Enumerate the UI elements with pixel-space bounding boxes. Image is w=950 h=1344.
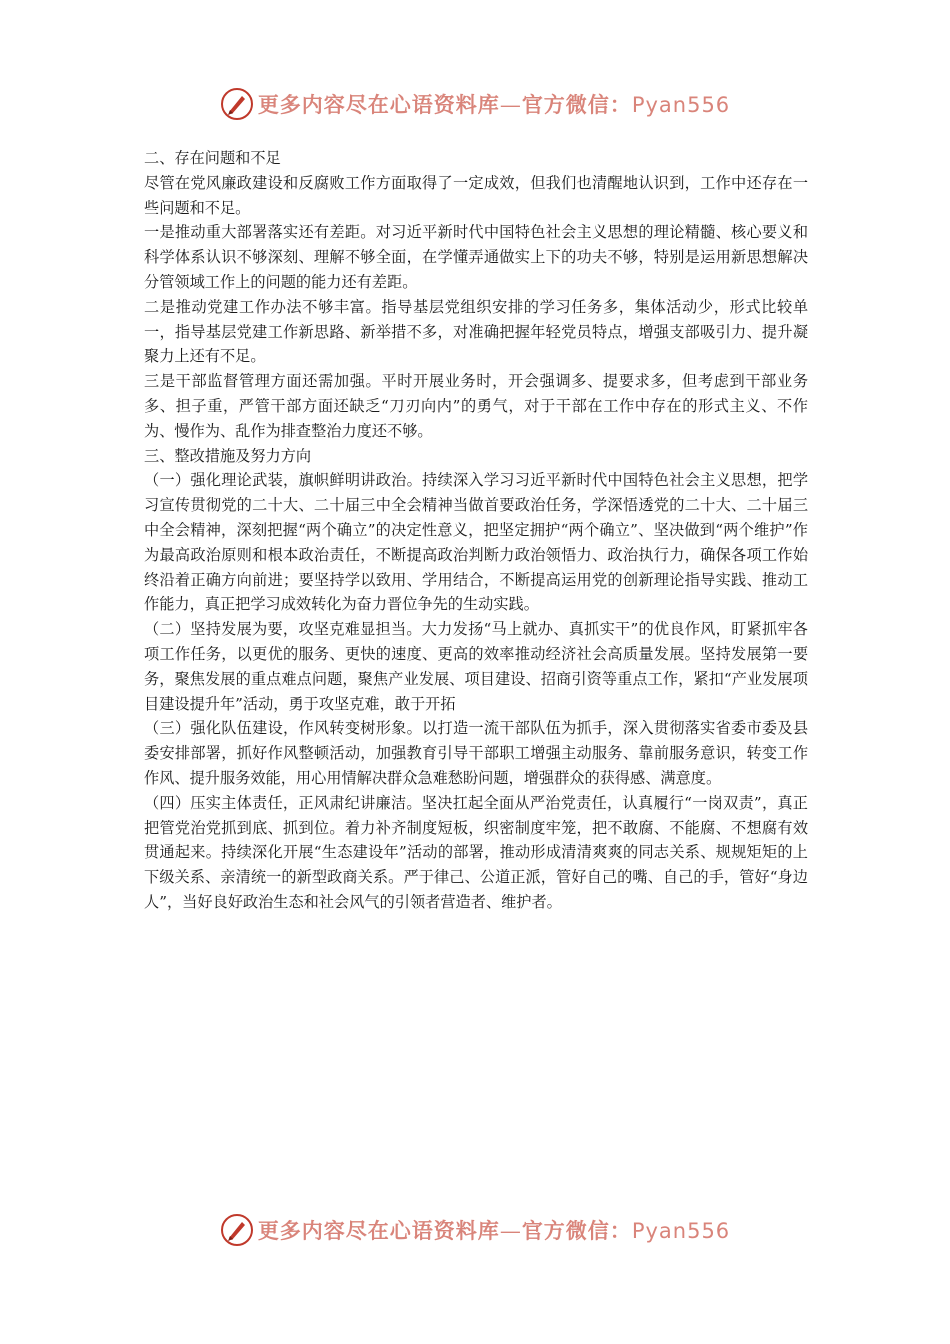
section-heading-problems: 二、存在问题和不足 — [144, 149, 281, 167]
banner-wechat-label: 官方微信： — [521, 1218, 632, 1243]
paragraph: （三）强化队伍建设，作风转变树形象。以打造一流干部队伍为抓手，深入贯彻落实省委市委及县委安排部署，抓好作风整顿活动，加强教育引导干部职工增强主动服务、靠前服务意识，转变工作作风、提升服务效能，用心用情解决群众急难愁盼问题，增强群众的获得感、满意度。 — [144, 719, 808, 787]
paragraph: 一是推动重大部署落实还有差距。对习近平新时代中国特色社会主义思想的理论精髓、核心要义和科学体系认识不够深刻、理解不够全面，在学懂弄通做实上下的功夫不够，特别是运用新思想解决分管领域工作上的问题的能力还有差距。 — [144, 223, 808, 291]
paragraph: （二）坚持发展为要，攻坚克难显担当。大力发扬“马上就办、真抓实干”的优良作风，盯紧抓牢各项工作任务，以更优的服务、更快的速度、更高的效率推动经济社会高质量发展。坚持发展第一要务，聚焦发展的重点难点问题，聚焦产业发展、项目建设、招商引资等重点工作，紧扣“产业发展项目建设提升年”活动，勇于攻坚克难，敢于开拓 — [144, 620, 808, 713]
banner-separator: — — [499, 1219, 522, 1243]
pen-logo-icon — [220, 87, 254, 121]
banner-text — [258, 1215, 730, 1245]
banner-main-text: 更多内容尽在心语资料库 — [257, 1218, 500, 1243]
footer-banner — [0, 1210, 950, 1250]
banner-wechat-id: Pyan556 — [631, 93, 731, 117]
section-heading-measures: 三、整改措施及努力方向 — [144, 446, 312, 465]
document-body — [144, 146, 808, 915]
banner-wechat-label: 官方微信： — [521, 92, 632, 117]
banner-main-text: 更多内容尽在心语资料库 — [257, 92, 500, 117]
paragraph: （一）强化理论武装，旗帜鲜明讲政治。持续深入学习习近平新时代中国特色社会主义思想，把学习宣传贯彻党的二十大、二十届三中全会精神当做首要政治任务，学深悟透党的二十大、二十届三中全会精神，深刻把握“两个确立”的决定性意义，把坚定拥护“两个确立”、坚决做到“两个维护”作为最高政治原则和根本政治责任，不断提高政治判断力政治领悟力、政治执行力，确保各项工作始终沿着正确方向前进；要坚持学以致用、学用结合，不断提高运用党的创新理论指导实践、推动工作能力，真正把学习成效转化为奋力晋位争先的生动实践。 — [144, 471, 808, 614]
paragraph: 二是推动党建工作办法不够丰富。指导基层党组织安排的学习任务多，集体活动少，形式比较单一，指导基层党建工作新思路、新举措不多，对准确把握年轻党员特点，增强支部吸引力、提升凝聚力上还有不足。 — [144, 297, 808, 366]
paragraph: （四）压实主体责任，正风肃纪讲廉洁。坚决扛起全面从严治党责任，认真履行“一岗双责”，真正把管党治党抓到底、抓到位。着力补齐制度短板，织密制度牢笼，把不敢腐、不能腐、不想腐有效贯通起来。持续深化开展“生态建设年”活动的部署，推动形成清清爽爽的同志关系、规规矩矩的上下级关系、亲清统一的新型政商关系。严于律己、公道正派，管好自己的嘴、自己的手，管好“身边人”，当好良好政治生态和社会风气的引领者营造者、维护者。 — [144, 793, 808, 911]
banner-separator: — — [499, 93, 522, 117]
pen-logo-icon — [220, 1213, 254, 1247]
paragraph: 三是干部监督管理方面还需加强。平时开展业务时，开会强调多、提要求多，但考虑到干部业务多、担子重，严管干部方面还缺乏“刀刃向内”的勇气，对于干部在工作中存在的形式主义、不作为、慢作为、乱作为排查整治力度还不够。 — [144, 372, 808, 440]
paragraph: 尽管在党风廉政建设和反腐败工作方面取得了一定成效，但我们也清醒地认识到，工作中还存在一些问题和不足。 — [144, 173, 808, 217]
header-banner — [0, 84, 950, 124]
banner-text — [258, 89, 730, 119]
banner-wechat-id: Pyan556 — [631, 1219, 731, 1243]
